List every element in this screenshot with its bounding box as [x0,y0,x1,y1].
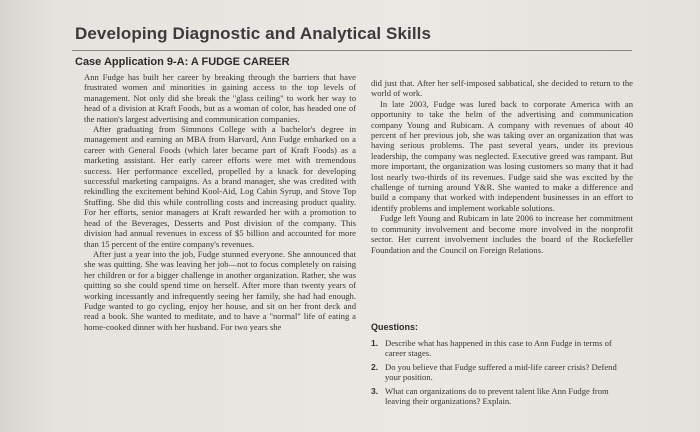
paragraph: Ann Fudge has built her career by breaking through the barriers that have frustrated women and minorities in gaining access to the top levels of management. Not only did she break the "glass ceiling" to work her way to head of a division at Kraft Foods, but as a woman of color, has headed one of the nation's largest advertising and communication companies. [84,72,356,124]
question-text: Do you believe that Fudge suffered a mid-life career crisis? Defend your position. [385,361,617,383]
paragraph: In late 2003, Fudge was lured back to corporate America with an opportunity to take the helm of the advertising and communication company Young and Rubicam. A company with revenues of about 40 percent of her previous job, she was taking over an organization that was having serious problems. The past several years, under its previous leadership, the company was neglected. Executive greed was rampant. But more important, the organization was losing customers so many that it had lost nearly two-thirds of its revenues. Fudge said she was excited by the challenge of turning around Y&R. She wanted to make a difference and build a company that worked with independent businesses in an effort to identify problems and implement workable solutions. [371,98,633,213]
right-column [371,78,633,255]
title-divider [72,50,632,51]
question-item [371,362,633,383]
question-number: 3. [371,385,379,396]
questions-section [371,322,633,409]
question-item [371,338,633,359]
question-number: 2. [371,361,379,372]
question-number: 1. [371,338,379,348]
paragraph: did just that. After her self-imposed sabbatical, she decided to return to the world of work. [371,78,633,99]
question-text: What can organizations do to prevent talent like Ann Fudge from leaving their organizations? Explain. [385,385,609,407]
question-text: Describe what has happened in this case to Ann Fudge in terms of career stages. [385,338,612,359]
paragraph: After graduating from Simmons College with a bachelor's degree in management and earning an MBA from Harvard, Ann Fudge embarked on a career with General Foods (which later became part of Kraft Foods) as a marketing assistant. Her early career efforts were met with tremendous success. Her performance excelled, propelled by a knack for developing successful marketing campaigns. As a brand manager, she was credited with rekindling the excitement behind Kool-Aid, Log Cabin Syrup, and Stove Top Stuffing. She did this while controlling costs and increasing product quality. For her efforts, senior managers at Kraft rewarded her with a promotion to head of the Beverages, Desserts and Post division of the company. This division had annual revenues in excess of $5 billion and accounted for more than 15 percent of the entire company's revenues. [84,124,356,249]
paragraph: After just a year into the job, Fudge stunned everyone. She announced that she was quitting. She was leaving her job—not to focus completely on raising her children or for a bigger challenge in another organization. Rather, she was quitting so she could spend time on herself. After more than twenty years of working incessantly and infrequently seeing her family, she had had enough. Fudge wanted to go cycling, enjoy her house, and sit on her front deck and read a book. She wanted to meditate, and to have a "normal" life of eating a home-cooked dinner with her husband. For two years she [84,248,356,332]
questions-heading: Questions: [371,322,419,332]
case-heading: Case Application 9-A: A FUDGE CAREER [75,56,290,68]
question-item [371,386,633,407]
left-column [84,72,356,332]
paragraph: Fudge left Young and Rubicam in late 2006 to increase her commitment to community involvement and become more involved in the nonprofit sector. Her current involvement includes the board of the Rockefeller Foundation and the Council on Foreign Relations. [371,213,633,255]
page-title: Developing Diagnostic and Analytical Skills [75,24,432,43]
